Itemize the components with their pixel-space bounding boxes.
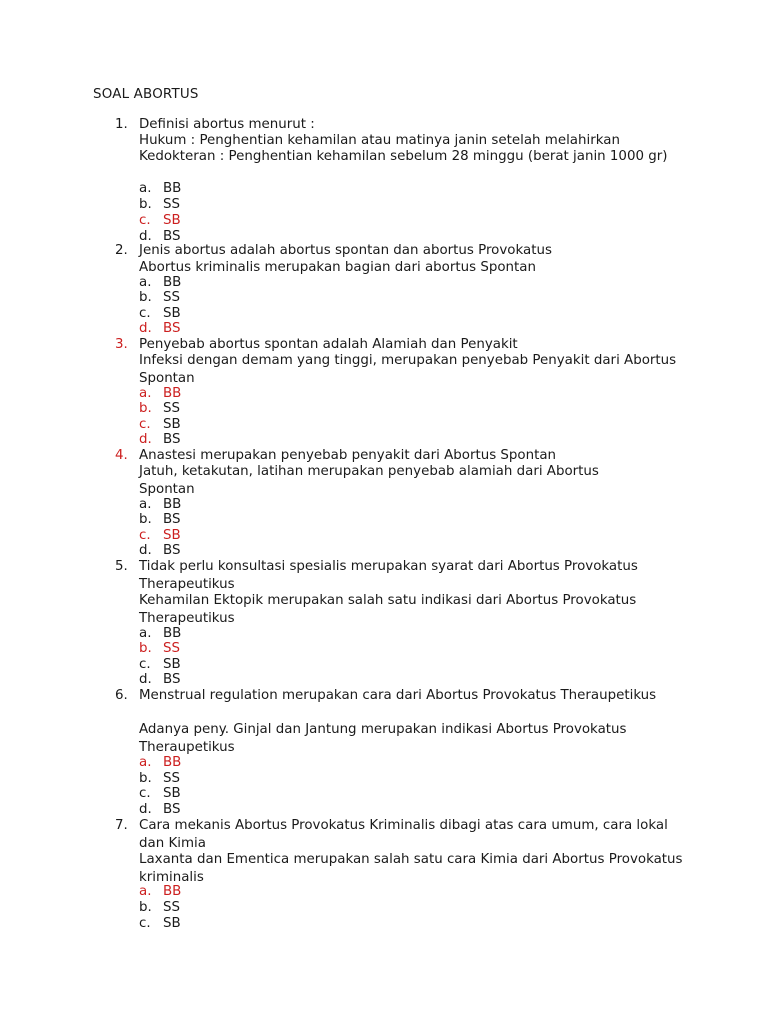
answer-option[interactable]: b. SS xyxy=(139,290,180,305)
page-title: SOAL ABORTUS xyxy=(93,87,199,102)
answer-option-correct[interactable]: a. BB xyxy=(139,755,182,770)
question-statement: Infeksi dengan demam yang tinggi, merupakan penyebab Penyakit dari Abortus Spontan xyxy=(139,353,677,386)
question-statement: Jatuh, ketakutan, latihan merupakan penyebab alamiah dari Abortus Spontan xyxy=(139,464,599,497)
answer-option-correct[interactable]: a. BB xyxy=(139,386,182,401)
answer-option[interactable]: d. BS xyxy=(139,672,181,687)
question-statement: Abortus kriminalis merupakan bagian dari abortus Spontan xyxy=(139,260,536,275)
answer-option[interactable]: a. BB xyxy=(139,497,182,512)
question-statement: Menstrual regulation merupakan cara dari Abortus Provokatus Theraupetikus xyxy=(139,688,657,703)
answer-option-correct[interactable]: c. SB xyxy=(139,213,181,228)
question-statement: Kehamilan Ektopik merupakan salah satu indikasi dari Abortus Provokatus Therapeutikus xyxy=(139,593,637,626)
answer-option[interactable]: a. BB xyxy=(139,626,182,641)
answer-option-correct[interactable]: a. BB xyxy=(139,884,182,899)
answer-option[interactable]: b. SS xyxy=(139,771,180,786)
answer-option[interactable]: b. SS xyxy=(139,401,180,416)
answer-option[interactable]: c. SB xyxy=(139,417,181,432)
answer-option[interactable]: b. SS xyxy=(139,197,180,212)
answer-option-correct[interactable]: c. SB xyxy=(139,528,181,543)
answer-option[interactable]: d. BS xyxy=(139,229,181,244)
question-statement: Cara mekanis Abortus Provokatus Kriminalis dibagi atas cara umum, cara lokal dan Kimia xyxy=(139,818,668,851)
answer-option[interactable]: b. BS xyxy=(139,512,181,527)
answer-option[interactable]: c. SB xyxy=(139,916,181,931)
answer-option-correct[interactable]: b. SS xyxy=(139,641,180,656)
question-number: 1. xyxy=(115,117,128,132)
answer-option[interactable]: c. SB xyxy=(139,306,181,321)
question-statement: Jenis abortus adalah abortus spontan dan abortus Provokatus xyxy=(139,243,552,258)
question-number: 4. xyxy=(115,448,128,463)
question-number: 7. xyxy=(115,818,128,833)
question-number: 5. xyxy=(115,559,128,574)
question-statement: Laxanta dan Ementica merupakan salah satu cara Kimia dari Abortus Provokatus kriminalis xyxy=(139,852,683,885)
answer-option[interactable]: d. BS xyxy=(139,543,181,558)
answer-option[interactable]: d. BS xyxy=(139,802,181,817)
question-number: 2. xyxy=(115,243,128,258)
question-statement: Definisi abortus menurut : xyxy=(139,117,315,132)
answer-option[interactable]: c. SB xyxy=(139,786,181,801)
question-statement: Kedokteran : Penghentian kehamilan sebelum 28 minggu (berat janin 1000 gr) xyxy=(139,149,668,164)
answer-option[interactable]: a. BB xyxy=(139,181,182,196)
answer-option[interactable]: b. SS xyxy=(139,900,180,915)
question-number: 6. xyxy=(115,688,128,703)
answer-option[interactable]: c. SB xyxy=(139,657,181,672)
question-statement: Penyebab abortus spontan adalah Alamiah dan Penyakit xyxy=(139,337,518,352)
answer-option[interactable]: a. BB xyxy=(139,275,182,290)
question-number: 3. xyxy=(115,337,128,352)
answer-option-correct[interactable]: d. BS xyxy=(139,321,181,336)
question-statement: Adanya peny. Ginjal dan Jantung merupakan indikasi Abortus Provokatus Theraupetikus xyxy=(139,722,627,755)
question-statement: Tidak perlu konsultasi spesialis merupakan syarat dari Abortus Provokatus Therapeutikus xyxy=(139,559,638,592)
answer-option[interactable]: d. BS xyxy=(139,432,181,447)
question-statement: Anastesi merupakan penyebab penyakit dari Abortus Spontan xyxy=(139,448,557,463)
question-statement: Hukum : Penghentian kehamilan atau matinya janin setelah melahirkan xyxy=(139,133,620,148)
